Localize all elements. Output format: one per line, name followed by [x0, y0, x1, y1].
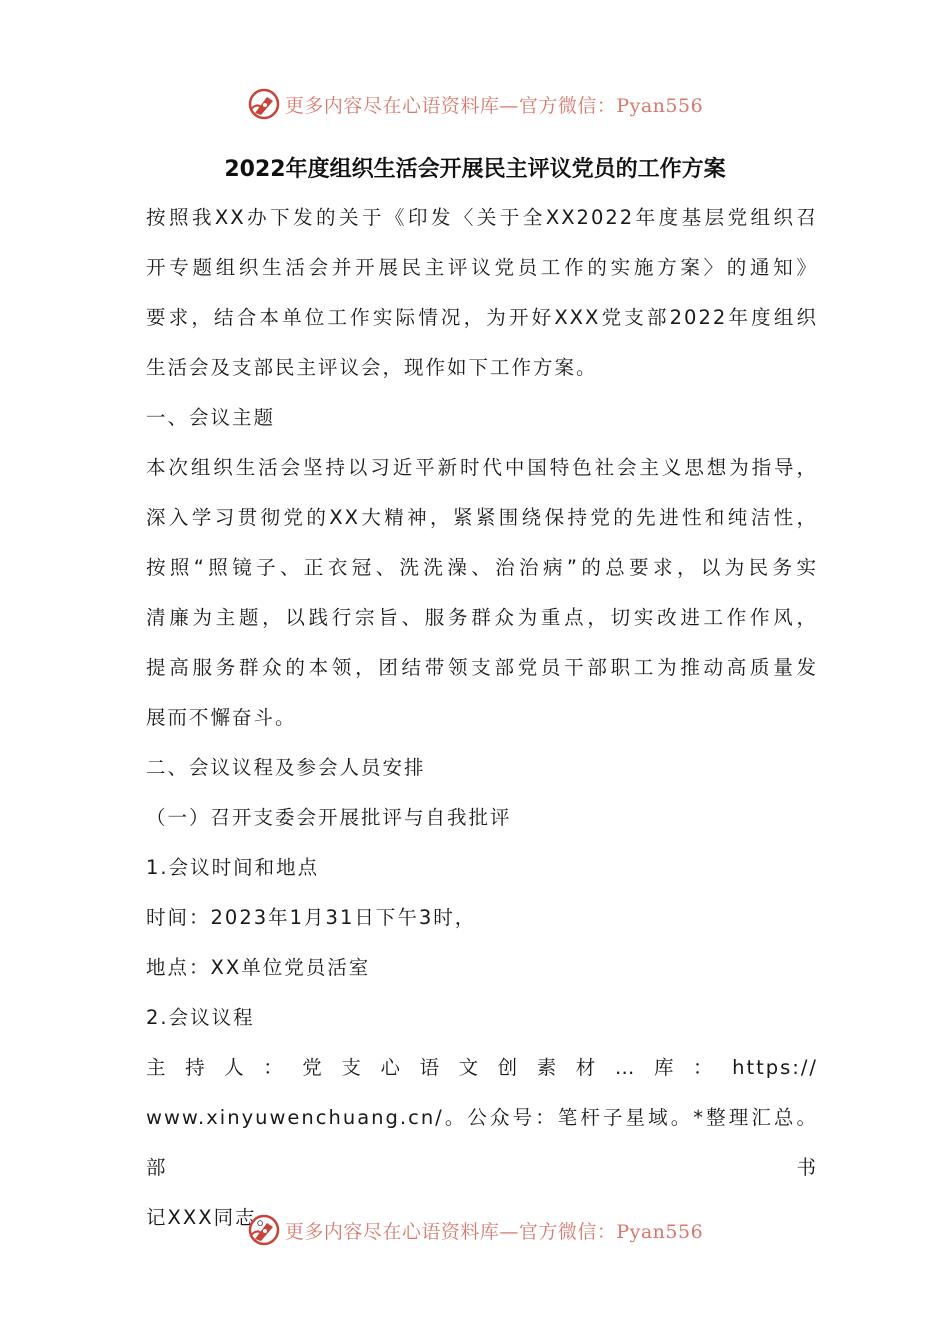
- text-line: 要求，结合本单位工作实际情况，为开好XXX党支部2022年度组织: [146, 306, 818, 329]
- text-line: 生活会及支部民主评议会，现作如下工作方案。: [146, 356, 598, 379]
- text-line: 时间：2023年1月31日下午3时，: [146, 906, 477, 929]
- subsection-heading: [146, 793, 818, 843]
- text-line: 记XXX同志。: [146, 1206, 279, 1229]
- item-heading: [146, 993, 818, 1043]
- text-line: 本次组织生活会坚持以习近平新时代中国特色社会主义思想为指导，: [146, 456, 818, 479]
- text-line: 地点：XX单位党员活室: [146, 956, 371, 979]
- text-line: 1.会议时间和地点: [146, 856, 320, 879]
- section-heading: [146, 393, 818, 443]
- intro-paragraph: [146, 193, 818, 393]
- text-line: 按照“照镜子、正衣冠、洗洗澡、治治病”的总要求，以为民务实: [146, 556, 818, 579]
- text-line: 主持人：党支心语文创素材…库：https://: [146, 1056, 818, 1079]
- header-banner: [0, 84, 950, 124]
- text-line: www.xinyuwenchuang.cn/。公众号：笔杆子星域。*整理汇总。部书: [146, 1106, 818, 1179]
- meeting-time: [146, 893, 818, 943]
- text-line: 2.会议议程: [146, 1006, 255, 1029]
- meeting-location: [146, 943, 818, 993]
- text-line: 深入学习贯彻党的XX大精神，紧紧围绕保持党的先进性和纯洁性，: [146, 506, 818, 529]
- theme-paragraph: [146, 443, 818, 743]
- text-line: 按照我XX办下发的关于《印发〈关于全XX2022年度基层党组织召: [146, 206, 818, 229]
- document-title: 2022年度组织生活会开展民主评议党员的工作方案: [224, 157, 726, 182]
- banner-text: 更多内容尽在心语资料库—官方微信：Pyan556: [284, 1220, 704, 1243]
- text-line: （一）召开支委会开展批评与自我批评: [146, 806, 512, 829]
- text-line: 提高服务群众的本领，团结带领支部党员干部职工为推动高质量发: [146, 656, 818, 679]
- item-heading: [146, 843, 818, 893]
- document-body: [146, 193, 818, 1243]
- footer-banner: [0, 1210, 950, 1250]
- text-line: 开专题组织生活会并开展民主评议党员工作的实施方案〉的通知》: [146, 256, 818, 279]
- text-line: 一、会议主题: [146, 406, 276, 429]
- banner-text: 更多内容尽在心语资料库—官方微信：Pyan556: [284, 94, 704, 117]
- wechat-id: Pyan556: [616, 1220, 704, 1243]
- pen-nib-logo-icon: [247, 1213, 281, 1247]
- text-line: 清廉为主题，以践行宗旨、服务群众为重点，切实改进工作作风，: [146, 606, 818, 629]
- wechat-id: Pyan556: [616, 94, 704, 117]
- pen-nib-logo-icon: [247, 87, 281, 121]
- text-line: 展而不懈奋斗。: [146, 706, 297, 729]
- section-heading: [146, 743, 818, 793]
- text-line: 二、会议议程及参会人员安排: [146, 756, 426, 779]
